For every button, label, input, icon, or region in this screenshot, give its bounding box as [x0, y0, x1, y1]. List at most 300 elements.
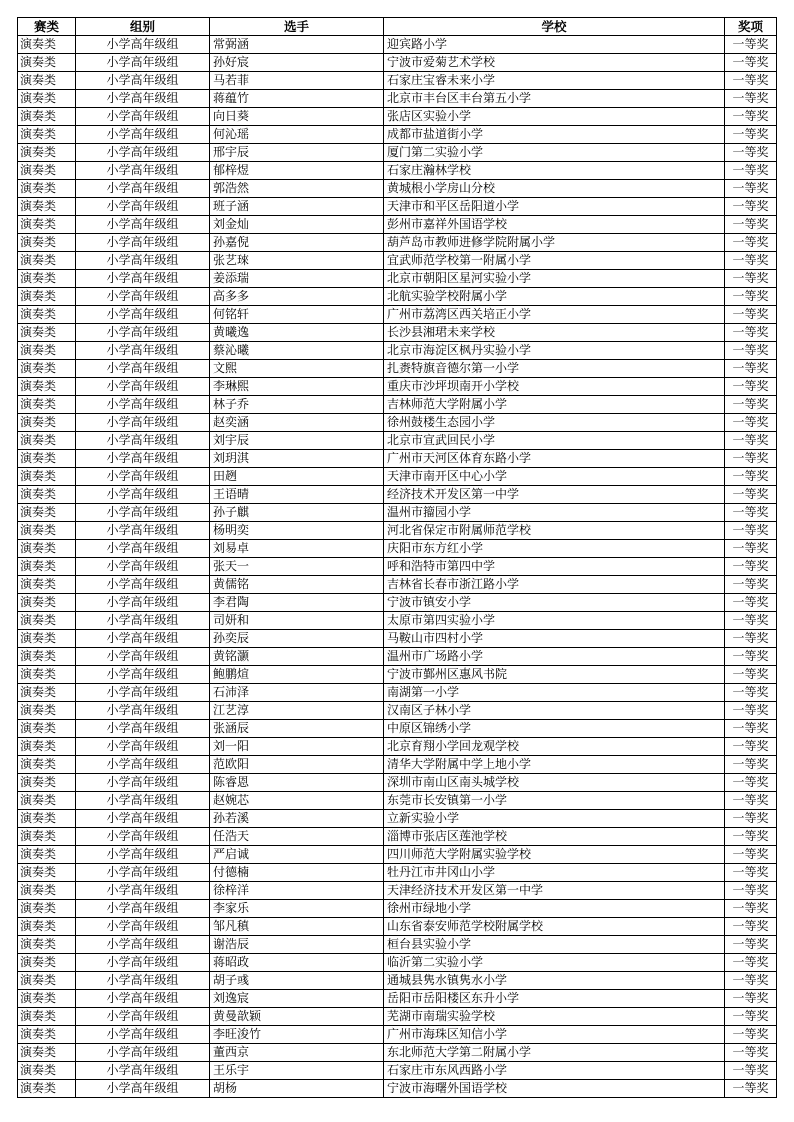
- school-cell: 北京市丰台区丰台第五小学: [384, 90, 725, 108]
- contestant-name-cell: 孙好宸: [210, 54, 384, 72]
- contestant-name-cell: 陈睿恩: [210, 774, 384, 792]
- category-cell: 演奏类: [18, 522, 76, 540]
- category-cell: 演奏类: [18, 702, 76, 720]
- award-cell: 一等奖: [725, 198, 777, 216]
- contestant-name-cell: 张艺琜: [210, 252, 384, 270]
- award-cell: 一等奖: [725, 72, 777, 90]
- contestant-name-cell: 常弼涵: [210, 36, 384, 54]
- group-cell: 小学高年级组: [76, 180, 210, 198]
- contestant-name-cell: 向日葵: [210, 108, 384, 126]
- header-row: [18, 18, 777, 36]
- contestant-name-cell: 林子乔: [210, 396, 384, 414]
- contestant-name-cell: 刘金灿: [210, 216, 384, 234]
- award-cell: 一等奖: [725, 630, 777, 648]
- school-cell: 宜武师范学校第一附属小学: [384, 252, 725, 270]
- group-cell: 小学高年级组: [76, 1026, 210, 1044]
- contestant-name-cell: 王乐宇: [210, 1062, 384, 1080]
- group-cell: 小学高年级组: [76, 774, 210, 792]
- table-row: [18, 594, 777, 612]
- contestant-name-cell: 蔡沁曦: [210, 342, 384, 360]
- group-cell: 小学高年级组: [76, 54, 210, 72]
- group-cell: 小学高年级组: [76, 684, 210, 702]
- group-cell: 小学高年级组: [76, 144, 210, 162]
- table-row: [18, 216, 777, 234]
- category-cell: 演奏类: [18, 540, 76, 558]
- table-row: [18, 882, 777, 900]
- award-cell: 一等奖: [725, 1026, 777, 1044]
- contestant-name-cell: 刘逸宸: [210, 990, 384, 1008]
- group-cell: 小学高年级组: [76, 468, 210, 486]
- group-cell: 小学高年级组: [76, 576, 210, 594]
- award-cell: 一等奖: [725, 126, 777, 144]
- contestant-name-cell: 谢浩辰: [210, 936, 384, 954]
- header-group: 组别: [76, 18, 210, 36]
- school-cell: 淄博市张店区莲池学校: [384, 828, 725, 846]
- award-cell: 一等奖: [725, 846, 777, 864]
- award-cell: 一等奖: [725, 828, 777, 846]
- contestant-name-cell: 鲍鹏煊: [210, 666, 384, 684]
- group-cell: 小学高年级组: [76, 36, 210, 54]
- school-cell: 石家庄市东风西路小学: [384, 1062, 725, 1080]
- award-cell: 一等奖: [725, 774, 777, 792]
- award-cell: 一等奖: [725, 576, 777, 594]
- group-cell: 小学高年级组: [76, 882, 210, 900]
- group-cell: 小学高年级组: [76, 918, 210, 936]
- category-cell: 演奏类: [18, 126, 76, 144]
- award-cell: 一等奖: [725, 162, 777, 180]
- school-cell: 广州市海珠区知信小学: [384, 1026, 725, 1044]
- award-cell: 一等奖: [725, 288, 777, 306]
- table-row: [18, 378, 777, 396]
- group-cell: 小学高年级组: [76, 558, 210, 576]
- category-cell: 演奏类: [18, 54, 76, 72]
- table-row: [18, 576, 777, 594]
- category-cell: 演奏类: [18, 918, 76, 936]
- category-cell: 演奏类: [18, 72, 76, 90]
- school-cell: 长沙县湘珺未来学校: [384, 324, 725, 342]
- school-cell: 牡丹江市井冈山小学: [384, 864, 725, 882]
- group-cell: 小学高年级组: [76, 846, 210, 864]
- award-cell: 一等奖: [725, 54, 777, 72]
- award-cell: 一等奖: [725, 450, 777, 468]
- contestant-name-cell: 何铭轩: [210, 306, 384, 324]
- school-cell: 北京市宣武回民小学: [384, 432, 725, 450]
- table-row: [18, 720, 777, 738]
- school-cell: 经济技术开发区第一中学: [384, 486, 725, 504]
- contestant-name-cell: 孙若溪: [210, 810, 384, 828]
- category-cell: 演奏类: [18, 504, 76, 522]
- group-cell: 小学高年级组: [76, 666, 210, 684]
- category-cell: 演奏类: [18, 954, 76, 972]
- contestant-name-cell: 高多多: [210, 288, 384, 306]
- group-cell: 小学高年级组: [76, 198, 210, 216]
- category-cell: 演奏类: [18, 252, 76, 270]
- table-row: [18, 702, 777, 720]
- group-cell: 小学高年级组: [76, 450, 210, 468]
- award-cell: 一等奖: [725, 540, 777, 558]
- award-cell: 一等奖: [725, 270, 777, 288]
- group-cell: 小学高年级组: [76, 756, 210, 774]
- table-row: [18, 864, 777, 882]
- award-cell: 一等奖: [725, 954, 777, 972]
- contestant-name-cell: 范欧阳: [210, 756, 384, 774]
- award-cell: 一等奖: [725, 216, 777, 234]
- category-cell: 演奏类: [18, 342, 76, 360]
- contestant-name-cell: 黄曦逸: [210, 324, 384, 342]
- group-cell: 小学高年级组: [76, 414, 210, 432]
- award-cell: 一等奖: [725, 306, 777, 324]
- table-body: [18, 36, 777, 1098]
- category-cell: 演奏类: [18, 36, 76, 54]
- school-cell: 南湖第一小学: [384, 684, 725, 702]
- school-cell: 太原市第四实验小学: [384, 612, 725, 630]
- school-cell: 清华大学附属中学上地小学: [384, 756, 725, 774]
- category-cell: 演奏类: [18, 162, 76, 180]
- table-row: [18, 126, 777, 144]
- table-row: [18, 972, 777, 990]
- group-cell: 小学高年级组: [76, 990, 210, 1008]
- table-row: [18, 414, 777, 432]
- group-cell: 小学高年级组: [76, 648, 210, 666]
- contestant-name-cell: 刘一阳: [210, 738, 384, 756]
- school-cell: 东北师范大学第二附属小学: [384, 1044, 725, 1062]
- award-cell: 一等奖: [725, 864, 777, 882]
- contestant-name-cell: 姜添瑞: [210, 270, 384, 288]
- school-cell: 通城县隽水镇隽水小学: [384, 972, 725, 990]
- award-cell: 一等奖: [725, 900, 777, 918]
- contestant-name-cell: 张天一: [210, 558, 384, 576]
- category-cell: 演奏类: [18, 594, 76, 612]
- category-cell: 演奏类: [18, 450, 76, 468]
- group-cell: 小学高年级组: [76, 252, 210, 270]
- table-row: [18, 432, 777, 450]
- school-cell: 温州市籀园小学: [384, 504, 725, 522]
- school-cell: 北航实验学校附属小学: [384, 288, 725, 306]
- contestant-name-cell: 胡子彧: [210, 972, 384, 990]
- award-cell: 一等奖: [725, 666, 777, 684]
- header-category: 赛类: [18, 18, 76, 36]
- contestant-name-cell: 任浩天: [210, 828, 384, 846]
- group-cell: 小学高年级组: [76, 720, 210, 738]
- group-cell: 小学高年级组: [76, 810, 210, 828]
- category-cell: 演奏类: [18, 180, 76, 198]
- table-row: [18, 918, 777, 936]
- contestant-name-cell: 胡杨: [210, 1080, 384, 1098]
- table-row: [18, 792, 777, 810]
- group-cell: 小学高年级组: [76, 324, 210, 342]
- group-cell: 小学高年级组: [76, 594, 210, 612]
- school-cell: 深圳市南山区南头城学校: [384, 774, 725, 792]
- school-cell: 张店区实验小学: [384, 108, 725, 126]
- table-row: [18, 1080, 777, 1098]
- group-cell: 小学高年级组: [76, 612, 210, 630]
- table-row: [18, 1044, 777, 1062]
- group-cell: 小学高年级组: [76, 738, 210, 756]
- school-cell: 四川师范大学附属实验学校: [384, 846, 725, 864]
- group-cell: 小学高年级组: [76, 270, 210, 288]
- contestant-name-cell: 孙子麒: [210, 504, 384, 522]
- contestant-name-cell: 王语晴: [210, 486, 384, 504]
- category-cell: 演奏类: [18, 108, 76, 126]
- table-row: [18, 846, 777, 864]
- table-row: [18, 252, 777, 270]
- category-cell: 演奏类: [18, 324, 76, 342]
- contestant-name-cell: 黄儒铭: [210, 576, 384, 594]
- category-cell: 演奏类: [18, 414, 76, 432]
- category-cell: 演奏类: [18, 1008, 76, 1026]
- table-row: [18, 810, 777, 828]
- category-cell: 演奏类: [18, 144, 76, 162]
- category-cell: 演奏类: [18, 828, 76, 846]
- group-cell: 小学高年级组: [76, 342, 210, 360]
- award-cell: 一等奖: [725, 432, 777, 450]
- contestant-name-cell: 李君陶: [210, 594, 384, 612]
- table-row: [18, 486, 777, 504]
- table-row: [18, 612, 777, 630]
- category-cell: 演奏类: [18, 684, 76, 702]
- school-cell: 汉南区子林小学: [384, 702, 725, 720]
- group-cell: 小学高年级组: [76, 378, 210, 396]
- group-cell: 小学高年级组: [76, 522, 210, 540]
- award-cell: 一等奖: [725, 486, 777, 504]
- school-cell: 天津经济技术开发区第一中学: [384, 882, 725, 900]
- award-cell: 一等奖: [725, 612, 777, 630]
- school-cell: 广州市天河区体育东路小学: [384, 450, 725, 468]
- contestant-name-cell: 司妍和: [210, 612, 384, 630]
- table-row: [18, 396, 777, 414]
- school-cell: 宁波市镇安小学: [384, 594, 725, 612]
- table-row: [18, 288, 777, 306]
- contestant-name-cell: 蒋昭政: [210, 954, 384, 972]
- contestant-name-cell: 郭浩然: [210, 180, 384, 198]
- contestant-name-cell: 郁梓煜: [210, 162, 384, 180]
- group-cell: 小学高年级组: [76, 954, 210, 972]
- school-cell: 桓台县实验小学: [384, 936, 725, 954]
- award-cell: 一等奖: [725, 882, 777, 900]
- award-cell: 一等奖: [725, 558, 777, 576]
- contestant-name-cell: 赵奕涵: [210, 414, 384, 432]
- contestant-name-cell: 李旺浚竹: [210, 1026, 384, 1044]
- category-cell: 演奏类: [18, 720, 76, 738]
- school-cell: 北京市海淀区枫丹实验小学: [384, 342, 725, 360]
- contestant-name-cell: 何沁瑶: [210, 126, 384, 144]
- group-cell: 小学高年级组: [76, 702, 210, 720]
- award-cell: 一等奖: [725, 342, 777, 360]
- contestant-name-cell: 付德楠: [210, 864, 384, 882]
- contestant-name-cell: 徐梓洋: [210, 882, 384, 900]
- contestant-name-cell: 蒋蕴竹: [210, 90, 384, 108]
- group-cell: 小学高年级组: [76, 1080, 210, 1098]
- award-cell: 一等奖: [725, 378, 777, 396]
- school-cell: 天津市南开区中心小学: [384, 468, 725, 486]
- category-cell: 演奏类: [18, 846, 76, 864]
- school-cell: 东莞市长安镇第一小学: [384, 792, 725, 810]
- school-cell: 重庆市沙坪坝南开小学校: [384, 378, 725, 396]
- category-cell: 演奏类: [18, 378, 76, 396]
- award-cell: 一等奖: [725, 90, 777, 108]
- contestant-name-cell: 刘玥淇: [210, 450, 384, 468]
- award-cell: 一等奖: [725, 108, 777, 126]
- group-cell: 小学高年级组: [76, 216, 210, 234]
- school-cell: 吉林师范大学附属小学: [384, 396, 725, 414]
- category-cell: 演奏类: [18, 774, 76, 792]
- group-cell: 小学高年级组: [76, 288, 210, 306]
- school-cell: 立新实验小学: [384, 810, 725, 828]
- category-cell: 演奏类: [18, 558, 76, 576]
- contestant-name-cell: 刘宇辰: [210, 432, 384, 450]
- school-cell: 温州市广场路小学: [384, 648, 725, 666]
- award-cell: 一等奖: [725, 144, 777, 162]
- contestant-name-cell: 黄曼歆颖: [210, 1008, 384, 1026]
- group-cell: 小学高年级组: [76, 630, 210, 648]
- school-cell: 山东省泰安师范学校附属学校: [384, 918, 725, 936]
- school-cell: 马鞍山市四村小学: [384, 630, 725, 648]
- group-cell: 小学高年级组: [76, 90, 210, 108]
- award-cell: 一等奖: [725, 1080, 777, 1098]
- category-cell: 演奏类: [18, 486, 76, 504]
- category-cell: 演奏类: [18, 306, 76, 324]
- table-row: [18, 270, 777, 288]
- group-cell: 小学高年级组: [76, 360, 210, 378]
- category-cell: 演奏类: [18, 1062, 76, 1080]
- group-cell: 小学高年级组: [76, 162, 210, 180]
- contestant-name-cell: 杨明奕: [210, 522, 384, 540]
- category-cell: 演奏类: [18, 756, 76, 774]
- category-cell: 演奏类: [18, 90, 76, 108]
- category-cell: 演奏类: [18, 990, 76, 1008]
- group-cell: 小学高年级组: [76, 1062, 210, 1080]
- table-row: [18, 144, 777, 162]
- table-row: [18, 324, 777, 342]
- table-row: [18, 162, 777, 180]
- group-cell: 小学高年级组: [76, 936, 210, 954]
- table-row: [18, 558, 777, 576]
- award-cell: 一等奖: [725, 396, 777, 414]
- category-cell: 演奏类: [18, 864, 76, 882]
- award-cell: 一等奖: [725, 522, 777, 540]
- award-cell: 一等奖: [725, 684, 777, 702]
- header-school: 学校: [384, 18, 725, 36]
- table-row: [18, 828, 777, 846]
- contestant-name-cell: 李琳熙: [210, 378, 384, 396]
- category-cell: 演奏类: [18, 936, 76, 954]
- category-cell: 演奏类: [18, 792, 76, 810]
- contestant-name-cell: 江艺淳: [210, 702, 384, 720]
- category-cell: 演奏类: [18, 216, 76, 234]
- school-cell: 中原区锦绣小学: [384, 720, 725, 738]
- contestant-name-cell: 孙奕辰: [210, 630, 384, 648]
- category-cell: 演奏类: [18, 1080, 76, 1098]
- contestant-name-cell: 张涵辰: [210, 720, 384, 738]
- school-cell: 葫芦岛市教师进修学院附属小学: [384, 234, 725, 252]
- table-row: [18, 90, 777, 108]
- category-cell: 演奏类: [18, 360, 76, 378]
- group-cell: 小学高年级组: [76, 306, 210, 324]
- award-cell: 一等奖: [725, 810, 777, 828]
- school-cell: 石家庄瀚林学校: [384, 162, 725, 180]
- group-cell: 小学高年级组: [76, 126, 210, 144]
- award-cell: 一等奖: [725, 990, 777, 1008]
- school-cell: 宁波市海曙外国语学校: [384, 1080, 725, 1098]
- group-cell: 小学高年级组: [76, 108, 210, 126]
- school-cell: 宁波市爱菊艺术学校: [384, 54, 725, 72]
- award-cell: 一等奖: [725, 702, 777, 720]
- category-cell: 演奏类: [18, 630, 76, 648]
- award-cell: 一等奖: [725, 738, 777, 756]
- table-row: [18, 72, 777, 90]
- header-award: 奖项: [725, 18, 777, 36]
- category-cell: 演奏类: [18, 270, 76, 288]
- contestant-name-cell: 邢宇辰: [210, 144, 384, 162]
- contestant-name-cell: 赵婉芯: [210, 792, 384, 810]
- group-cell: 小学高年级组: [76, 396, 210, 414]
- award-cell: 一等奖: [725, 504, 777, 522]
- table-row: [18, 738, 777, 756]
- category-cell: 演奏类: [18, 900, 76, 918]
- category-cell: 演奏类: [18, 1044, 76, 1062]
- contestant-name-cell: 文熙: [210, 360, 384, 378]
- award-cell: 一等奖: [725, 936, 777, 954]
- table-row: [18, 108, 777, 126]
- school-cell: 徐州市绿地小学: [384, 900, 725, 918]
- award-cell: 一等奖: [725, 36, 777, 54]
- award-cell: 一等奖: [725, 1062, 777, 1080]
- award-sheet: [17, 17, 776, 1098]
- award-cell: 一等奖: [725, 648, 777, 666]
- contestant-name-cell: 邹凡稹: [210, 918, 384, 936]
- table-row: [18, 630, 777, 648]
- group-cell: 小学高年级组: [76, 540, 210, 558]
- award-cell: 一等奖: [725, 180, 777, 198]
- table-row: [18, 1062, 777, 1080]
- contestant-name-cell: 孙嘉倪: [210, 234, 384, 252]
- school-cell: 吉林省长春市浙江路小学: [384, 576, 725, 594]
- group-cell: 小学高年级组: [76, 864, 210, 882]
- header-name: 选手: [210, 18, 384, 36]
- table-row: [18, 468, 777, 486]
- table-row: [18, 936, 777, 954]
- table-row: [18, 684, 777, 702]
- category-cell: 演奏类: [18, 1026, 76, 1044]
- category-cell: 演奏类: [18, 576, 76, 594]
- group-cell: 小学高年级组: [76, 1044, 210, 1062]
- table-row: [18, 450, 777, 468]
- school-cell: 庆阳市东方红小学: [384, 540, 725, 558]
- school-cell: 临沂第二实验小学: [384, 954, 725, 972]
- table-row: [18, 540, 777, 558]
- contestant-name-cell: 李家乐: [210, 900, 384, 918]
- school-cell: 徐州鼓楼生态园小学: [384, 414, 725, 432]
- contestant-name-cell: 董西京: [210, 1044, 384, 1062]
- contestant-name-cell: 马若菲: [210, 72, 384, 90]
- category-cell: 演奏类: [18, 432, 76, 450]
- award-cell: 一等奖: [725, 468, 777, 486]
- group-cell: 小学高年级组: [76, 1008, 210, 1026]
- award-cell: 一等奖: [725, 360, 777, 378]
- group-cell: 小学高年级组: [76, 432, 210, 450]
- school-cell: 呼和浩特市第四中学: [384, 558, 725, 576]
- group-cell: 小学高年级组: [76, 234, 210, 252]
- table-row: [18, 522, 777, 540]
- category-cell: 演奏类: [18, 972, 76, 990]
- group-cell: 小学高年级组: [76, 504, 210, 522]
- award-cell: 一等奖: [725, 792, 777, 810]
- table-row: [18, 990, 777, 1008]
- category-cell: 演奏类: [18, 666, 76, 684]
- award-cell: 一等奖: [725, 1008, 777, 1026]
- contestant-name-cell: 严启诚: [210, 846, 384, 864]
- school-cell: 彭州市嘉祥外国语学校: [384, 216, 725, 234]
